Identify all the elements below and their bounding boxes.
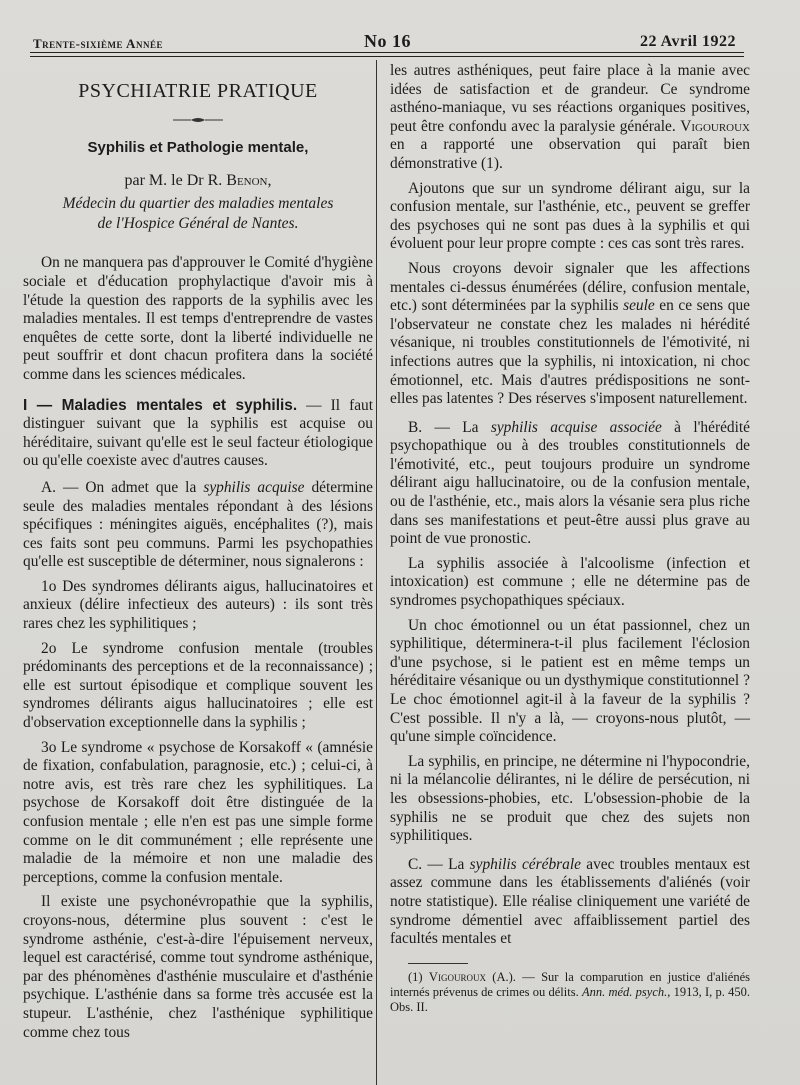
affiliation-line-2: de l'Hospice Général de Nantes. [97,215,299,233]
paragraph-intro: On ne manquera pas d'approuver le Comité d'hygiène sociale et d'éducation prophylactique d'avoir mis à l'étude la question des rapports de la syphilis avec les maladies mentales. Il est temps d'entreprendre de vastes enquêtes de cette sorte, dont la liberté individuelle ne peut souffrir et dont chacun profitera dans la société comme dans les sciences médicales. [23,254,373,383]
author-prefix: par M. le Dr R. [124,171,227,189]
section-heading-text: — Il faut distinguer suivant que la syphilis est acquise ou héréditaire, suivant qu'elle est le seul facteur étiologique ou qu'elle coexiste avec d'autres causes. [23,396,373,470]
section-title: PSYCHIATRIE PRATIQUE [78,80,318,102]
paragraph-continued-end: en a rapporté une observation qui paraît bien démonstrative (1). [390,136,750,172]
paragraph-syphilis-alone [390,260,750,409]
list-item-3: 3o Le syndrome « psychose de Korsakoff « (amnésie de fixation, confabulation, paragnosie, etc.) ; celui-ci, à notre avis, est très rare chez les syphilitiques. La psychose de Korsakoff doit être distinguée de la confusion mentale ; elle n'en est pas une simple forme comme on le dit communément ; elle représente une maladie de la mémoire et non une maladie des perceptions, comme la confusion mentale. [23,738,373,886]
paragraph-alcoholism: La syphilis associée à l'alcoolisme (infection et intoxication) est commune ; elle ne détermine pas de syndromes psychopathiques spéciaux. [390,554,750,610]
syphilis-alone-lead: Nous croyons devoir signaler que les affections mentales ci-dessus énumérées (délire, confusion mentale, etc.) sont déterminées par la syphilis [390,259,750,315]
footnote-reference: , 1913, I, p. 450. Obs. II. [390,984,750,1014]
header-rule [30,52,744,53]
paragraph-c-emphasis: syphilis cérébrale [469,855,581,873]
list-item-1: 1o Des syndromes délirants aigus, hallucinatoires et anxieux (délire infectieux des auteurs) : ils sont très rares chez les syphilitiques ; [23,577,373,633]
affiliation-line-1: Médecin du quartier des maladies mentales [62,195,334,213]
paragraph-grafted-psychoses: Ajoutons que sur un syndrome délirant aigu, sur la confusion mentale, sur l'asthénie, etc., peuvent se greffer des psychoses qui ne sont pas dues à la syphilis et qui évoluent pour leur propre compte : ces cas sont très rares. [390,179,750,253]
footnote [390,970,750,1015]
issue-number: No 16 [364,31,411,51]
ornament-divider [23,111,373,130]
footnote-author: Vigouroux [428,969,486,984]
paragraph-a-lead: A. — On admet que la [41,478,204,496]
paragraph-continued-text: les autres asthéniques, peut faire place à la manie avec idées de satisfaction et de grandeur. Ce syndrome asthéno-maniaque, vu ses réactions organiques positives, peut être confondu avec la paralysie générale. [390,62,750,135]
paragraph-a-text: détermine seule des maladies mentales répondant à des lésions spécifiques : méningites aiguës, encéphalites (?), mais ces faits sont peu communs. Parmi les psychopathies qu'elle est susceptible de déterminer, nous signalerons : [23,478,374,571]
author-name: Benon, [226,171,272,189]
left-column [23,62,373,1048]
cited-author: Vigouroux [680,117,750,135]
paragraph-asthenia: Il existe une psychonévropathie que la syphilis, croyons-nous, détermine plus souvent : c'est le syndrome asthénie, c'est-à-dire l'épuisement nerveux, lequel est caractérisé, comme tout syndrome asthénique, par des phénomènes d'asthénie musculaire et d'asthénie psychique. L'asthénie dans sa forme très accusée est la stupeur. L'asthénie, chez l'asthénique syphilitique comme chez tous [23,893,373,1041]
paragraph-c-text: avec troubles mentaux est assez commune dans les établissements d'aliénés (voir notre statistique). Elle réalise cliniquement une variété de syndrome démentiel avec affaiblissement partiel des facultés mentales et [390,855,750,948]
footnote-text: (A.). — Sur la comparution en justice d'aliénés internés prévenus de crimes ou délits. [390,969,750,999]
author-affiliation [23,194,373,234]
paragraph-c-lead: C. — La [408,855,470,873]
paragraph-b-text: à l'hérédité psychopathique ou à des troubles constitutionnels de l'émotivité, etc., peut toujours produire un syndrome délirant aigu hallucinatoire, ou de la confusion mentale, ou de l'asthénie, etc., mais alors la vésanie sera plus riche dans ses manifestations et peut-être aussi plus grave au point de vue pronostic. [390,418,750,548]
section-heading: I — Maladies mentales et syphilis. [23,396,298,414]
paragraph-b-emphasis: syphilis acquise associée [490,418,662,436]
list-item-2: 2o Le syndrome confusion mentale (troubles prédominants des perceptions et de la reconnaissance) ; elle est surtout épisodique et complique souvent les syndromes délirants aigus hallucinatoires ; elle est d'observation exceptionnelle dans la syphilis ; [23,639,373,732]
paragraph-c [390,856,750,949]
author-line [23,172,373,191]
column-divider [376,60,377,1085]
paragraph-continued [390,62,750,174]
paragraph-a-emphasis: syphilis acquise [203,478,305,496]
article-title: Syphilis et Pathologie mentale, [87,139,309,157]
footnote-journal: Ann. méd. psych. [581,984,668,999]
paragraph-b [390,419,750,549]
volume-label: Trente-sixième Année [33,36,163,51]
issue-date: 22 Avril 1922 [640,33,736,50]
paragraph-hypochondria: La syphilis, en principe, ne détermine ni l'hypocondrie, ni la mélancolie délirantes, ni le délire de persécution, ni les obsessions-phobies, etc. L'obsession-phobie de la syphilis ne se produit que chez des sujets non syphilitiques. [390,752,750,845]
paragraph-section-1 [23,397,373,471]
paragraph-a [23,479,373,572]
header-rule-double [30,56,744,57]
footnote-marker: (1) [408,969,429,984]
syphilis-alone-emphasis: seule [623,297,655,315]
paragraph-b-lead: B. — La [408,418,491,436]
syphilis-alone-text: en ce sens que l'observateur ne constate chez les malades ni hérédité vésanique, ni troubles constitutionnels de l'émotivité, ni infections autres que la syphilis, ni intoxication, ni choc émotionnel, etc. Mais d'autres prédispositions ne sont-elles pas latentes ? Des réserves s'imposent naturellement. [390,297,750,408]
footnote-rule [408,963,468,964]
right-column [390,62,750,1015]
paragraph-emotional-shock: Un choc émotionnel ou un état passionnel, chez un syphilitique, déterminera-t-il plus facilement l'éclosion d'une psychose, si le patient est en même temps un héréditaire vésanique ou un dysthymique constitutionnel ? Le choc émotionnel agit-il à la faveur de la syphilis ? C'est possible. Il n'y a là, — croyons-nous plutôt, — qu'une simple coïncidence. [390,616,750,746]
